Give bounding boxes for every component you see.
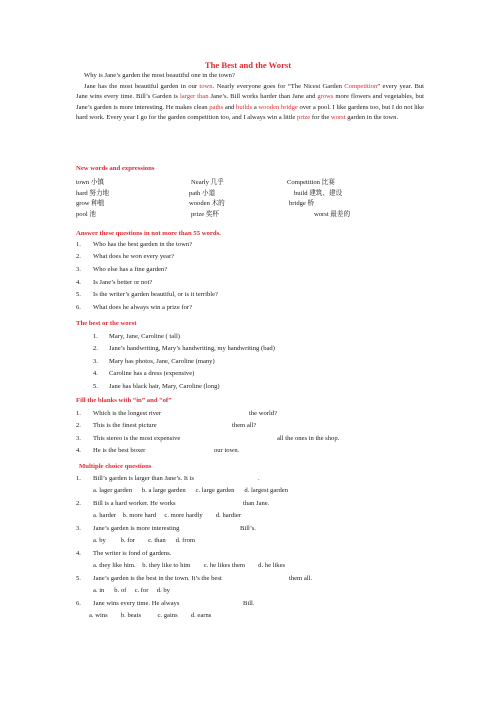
mc-question: Bill is a hard worker. He works (93, 500, 176, 507)
answer-question-number: 6. (76, 304, 81, 311)
blank-sentence-start: Which is the longest river (93, 410, 162, 417)
mc-options: a. in b. of c. for d. by (93, 587, 170, 594)
passage-text: . Nearly everyone goes for “The Nicest Garden (212, 82, 345, 90)
passage-text: for the (310, 114, 331, 122)
best-worst-number: 4. (93, 370, 98, 378)
mc-number: 4. (76, 550, 81, 557)
best-worst-number: 2. (93, 345, 98, 353)
mc-options: a. harder b. more hard c. more hardly d. hardier (93, 512, 242, 519)
blank-number: 1. (76, 410, 81, 417)
best-worst-heading: The best or the worst (76, 320, 137, 327)
mc-question-tail: them all. (289, 575, 313, 582)
answer-question-number: 3. (76, 265, 81, 273)
passage-keyword: paths (209, 103, 224, 111)
blank-sentence-end: our town. (214, 447, 240, 455)
passage-keyword: builds (236, 103, 253, 111)
mc-question: Jane’s garden is the best in the town. It’s the best (93, 575, 222, 582)
vocab-entry: hard 努力地 (76, 189, 110, 197)
mc-options: a. lager garden b. a large garden c. large garden d. largest garden (93, 487, 288, 494)
page-title: The Best and the Worst (204, 60, 292, 70)
mc-question: Jane wins every time. He always (93, 600, 180, 607)
passage-text: Jane’s. Bill works harder than Jane and (208, 93, 318, 101)
blank-sentence-end: all the ones in the shop. (277, 434, 340, 442)
mc-question: Jane’s garden is more interesting (93, 525, 180, 532)
mc-options: a. they like him. b. they like to him c. he likes them d. he likes (93, 562, 286, 569)
best-worst-item: Jane’s handwriting, Mary’s handwriting, my handwriting (bad) (109, 345, 275, 353)
mc-options: a. wins b. beats c. gains d. earns (89, 612, 212, 619)
mc-number: 1. (76, 475, 81, 482)
passage-keyword: prize (297, 114, 311, 122)
blank-sentence-end: them all? (232, 422, 257, 430)
passage-text: ” every year. But Jane wins every time. Bill’s Garden is (76, 82, 424, 101)
intro-question: Why is Jane’s garden the most beautiful one in the town? (84, 72, 235, 79)
best-worst-number: 3. (93, 357, 98, 365)
passage-text: garden in the town. (345, 114, 399, 122)
vocab-entry: prize 奖杯 (191, 210, 220, 218)
answer-question-number: 1. (76, 240, 81, 248)
mc-question: The writer is fond of gardens. (93, 550, 172, 557)
passage-keyword: wooden bridge (258, 103, 298, 111)
best-worst-item: Jane has black hair, Mary, Caroline (long) (109, 382, 220, 390)
passage-keyword: Competition (344, 82, 378, 90)
vocab-entry: bridge 桥 (289, 200, 315, 208)
answer-question: Is Jane’s better or not? (93, 278, 153, 286)
blank-sentence-start: This is the finest picture (93, 422, 157, 430)
mc-number: 3. (76, 525, 81, 532)
passage-text: Jane has the most beautiful garden in our (84, 82, 200, 90)
blank-number: 3. (76, 434, 81, 442)
blank-sentence-start: He is the best boxer (93, 447, 146, 455)
vocab-entry: Nearly 几乎 (191, 179, 224, 186)
passage-text: and (223, 103, 237, 111)
vocab-entry: wooden 木的 (189, 200, 225, 208)
answer-question: Who has the best garden in the town? (93, 240, 193, 248)
best-worst-item: Caroline has a dress (expensive) (109, 370, 195, 378)
passage-keyword: worst (330, 114, 346, 122)
vocab-entry: Competition 比赛 (287, 179, 335, 186)
blank-sentence-start: This stereo is the most expensive (93, 434, 181, 442)
passage-text: over a pool. I like gardens too, but I do not like hard work. Every year I go for the garden competition too, and I always win a little (76, 103, 424, 122)
best-worst-number: 1. (93, 333, 98, 340)
mc-heading: Multiple choice questions (79, 463, 152, 470)
answer-question: What does he always win a prize for? (93, 304, 193, 311)
vocab-entry: town 小镇 (76, 179, 105, 186)
blank-sentence-end: the world? (249, 410, 278, 417)
blank-number: 2. (76, 422, 81, 430)
best-worst-item: Mary, Jane, Caroline ( tall) (109, 333, 180, 340)
passage-keyword: larger than (179, 93, 209, 101)
answer-question-number: 5. (76, 291, 81, 299)
vocab-entry: worst 最差的 (314, 210, 351, 218)
new-words-heading: New words and expressions (76, 165, 155, 172)
best-worst-number: 5. (93, 382, 98, 390)
answer-question: Who else has a fine garden? (93, 265, 168, 273)
blanks-heading: Fill the blanks with “in” and “of” (76, 397, 172, 404)
mc-question: Bill’s garden is larger than Jane’s. It is (93, 475, 194, 482)
answer-question-number: 2. (76, 253, 81, 261)
vocab-entry: path 小道 (189, 189, 216, 197)
mc-question-tail: . (258, 475, 260, 482)
vocab-entry: pool 池 (76, 210, 96, 218)
mc-number: 6. (76, 600, 81, 607)
mc-question-tail: Bill’s. (240, 525, 256, 532)
best-worst-item: Mary has photos, Jane, Caroline (many) (109, 357, 215, 365)
mc-question-tail: Bill. (243, 600, 255, 607)
answer-question: What does he won every year? (93, 253, 175, 261)
answer-heading: Answer these questions in not more than 55 words. (76, 230, 221, 237)
passage-keyword: grows (317, 93, 334, 101)
blank-number: 4. (76, 447, 81, 455)
vocab-entry: grow 种植 (76, 200, 105, 208)
mc-number: 5. (76, 575, 81, 582)
mc-number: 2. (76, 500, 81, 507)
answer-question: Is the writer’s garden beautiful, or is it terrible? (93, 291, 218, 299)
passage-paragraph (76, 82, 424, 124)
vocab-entry: build 建筑、建设 (294, 189, 343, 197)
mc-question-tail: than Jane. (243, 500, 270, 507)
passage-text: more flowers and vegetables, but Jane’s garden is more interesting. He makes clean (76, 93, 424, 111)
answer-question-number: 4. (76, 278, 81, 286)
passage-text: a (252, 103, 259, 111)
mc-options: a. by b. for c. than d. from (93, 537, 196, 544)
passage-keyword: town (199, 82, 213, 90)
